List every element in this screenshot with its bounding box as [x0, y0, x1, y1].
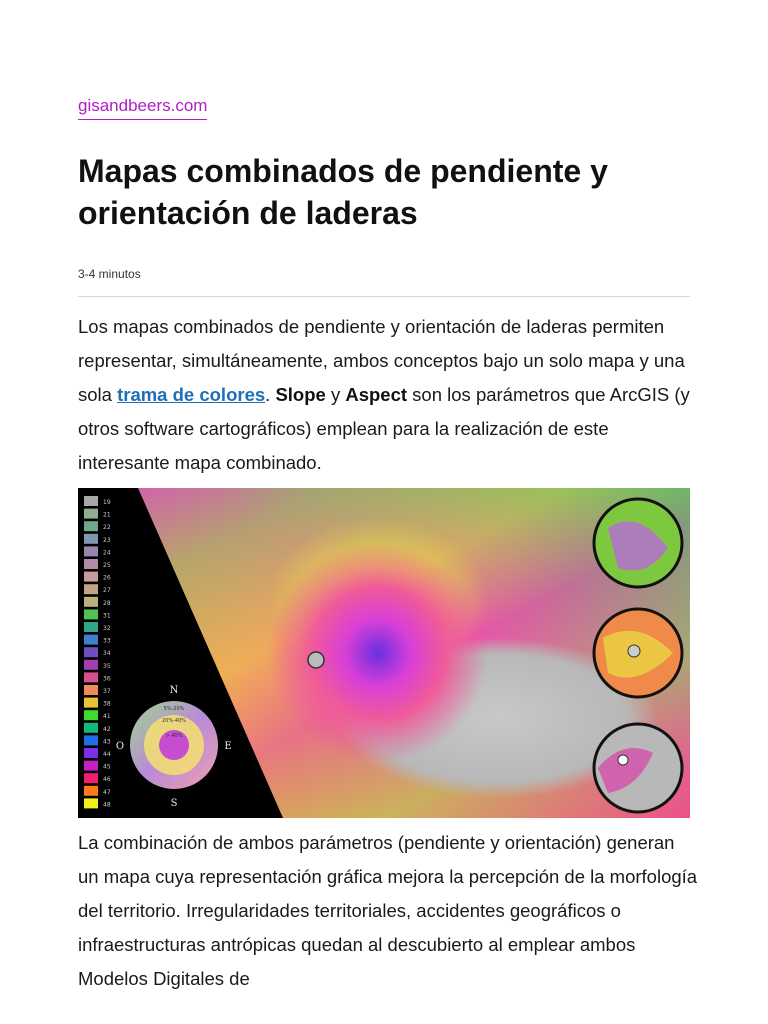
slope-term: Slope [275, 384, 326, 405]
legend-swatch [84, 635, 98, 645]
legend-label: 46 [103, 776, 111, 784]
legend-label: 32 [103, 625, 111, 632]
paragraph-intro [78, 310, 698, 480]
legend-swatch [84, 509, 98, 519]
legend-label: 45 [103, 763, 111, 771]
legend-label: 19 [103, 499, 111, 506]
text-span: Los mapas combinados de pendiente y orientación de laderas permiten representar, simultáneamente, ambos conceptos bajo un solo mapa y una sola [78, 316, 685, 405]
legend-swatch [84, 521, 98, 531]
legend-swatch [84, 609, 98, 619]
legend-label: 34 [103, 650, 111, 658]
compass-south: S [170, 798, 178, 809]
legend-swatch [84, 559, 98, 569]
legend-swatch [84, 798, 98, 808]
legend-label: 33 [103, 637, 111, 645]
compass-ring-outer-label: 5%-20% [163, 706, 185, 712]
compass-ring-middle-label: 20%-40% [161, 718, 187, 724]
legend-swatch [84, 534, 98, 544]
legend-swatch [84, 584, 98, 594]
legend-label: 41 [103, 713, 111, 721]
legend-label: 25 [103, 562, 111, 569]
legend-swatch [84, 496, 98, 506]
text-span: son los parámetros que ArcGIS (y otros software cartográficos) emplean para la realización de este interesante mapa combinado. [78, 384, 690, 473]
paragraph-second: La combinación de ambos parámetros (pendiente y orientación) generan un mapa cuya representación gráfica mejora la percepción de la morfología del territorio. Irregularidades territoriales, accidentes geográficos o infraestructuras antrópicas quedan al descubierto al emplear ambos Modelos Digitales de [78, 832, 698, 989]
inset-top [594, 499, 682, 587]
legend-label: 37 [103, 688, 111, 695]
crater [308, 652, 324, 668]
legend-swatch [84, 597, 98, 607]
legend-label: 23 [103, 536, 111, 544]
inset-bottom [594, 724, 682, 812]
trama-de-colores-link[interactable]: trama de colores [117, 384, 266, 405]
compass-east: E [224, 741, 232, 752]
divider [78, 296, 690, 297]
text-span: . [265, 384, 276, 405]
compass-ring-inner-label: > 40% [165, 733, 183, 739]
legend-label: 38 [103, 700, 111, 708]
legend-label: 27 [103, 587, 111, 595]
volcano-cone [268, 543, 488, 763]
legend-label: 21 [103, 511, 111, 519]
legend-label: 43 [103, 738, 111, 746]
site-link[interactable]: gisandbeers.com [78, 96, 207, 120]
text-span: y [325, 384, 346, 405]
legend-swatch [84, 748, 98, 758]
legend-label: 26 [103, 574, 111, 582]
slope-aspect-map-image [78, 488, 690, 818]
legend-swatch [84, 622, 98, 632]
page-title: Mapas combinados de pendiente y orientación de laderas [78, 153, 608, 231]
legend-swatch [84, 735, 98, 745]
legend-swatch [84, 723, 98, 733]
legend-swatch [84, 660, 98, 670]
legend-swatch [84, 698, 98, 708]
legend-label: 28 [103, 599, 111, 607]
legend-label: 36 [103, 675, 111, 683]
reading-time: 3-4 minutos [78, 267, 141, 281]
legend-label: 22 [103, 524, 111, 532]
legend-swatch [84, 773, 98, 783]
legend-label: 35 [103, 662, 111, 670]
legend-label: 31 [103, 612, 111, 620]
legend-swatch [84, 685, 98, 695]
compass-north: N [169, 685, 179, 696]
legend-swatch [84, 786, 98, 796]
legend-swatch [84, 761, 98, 771]
legend-swatch [84, 672, 98, 682]
legend-label: 42 [103, 725, 111, 733]
legend-label: 44 [103, 751, 111, 758]
legend-label: 47 [103, 788, 111, 796]
legend-label: 24 [103, 549, 111, 557]
legend-swatch [84, 647, 98, 657]
compass-west: O [115, 741, 125, 752]
aspect-term: Aspect [345, 384, 408, 405]
legend-label: 48 [103, 801, 111, 809]
legend-swatch [84, 710, 98, 720]
legend-swatch [84, 546, 98, 556]
legend-swatch [84, 572, 98, 582]
inset-middle [594, 609, 682, 697]
map-illustration [78, 488, 690, 818]
